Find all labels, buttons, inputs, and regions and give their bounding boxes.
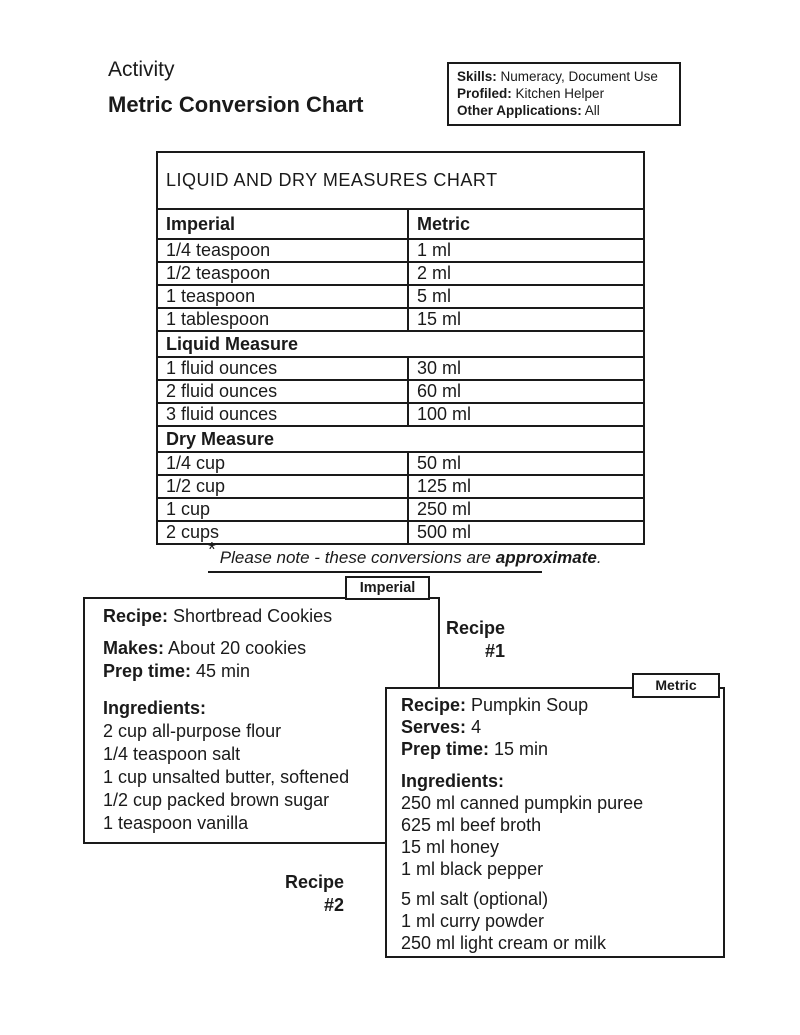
imperial-tab: Imperial	[345, 576, 430, 600]
other-applications-label: Other Applications:	[457, 103, 582, 118]
metric-cell: 30 ml	[408, 357, 644, 380]
imperial-cell: 3 fluid ounces	[157, 403, 408, 426]
metric-cell: 500 ml	[408, 521, 644, 544]
ingredient-item: 250 ml canned pumpkin puree	[401, 793, 644, 813]
recipe1-makes-line	[103, 637, 428, 660]
recipe1-title-line	[103, 605, 428, 628]
profiled-label: Profiled:	[457, 86, 512, 101]
table-title-row	[157, 152, 644, 209]
page-title: Metric Conversion Chart	[108, 92, 364, 117]
note-text-bold: approximate	[495, 548, 597, 567]
imperial-cell: 1/4 teaspoon	[157, 239, 408, 262]
metric-cell: 5 ml	[408, 285, 644, 308]
note-text-suffix: .	[596, 548, 602, 567]
imperial-cell: 1/2 teaspoon	[157, 262, 408, 285]
recipe-card-pumpkin-soup	[385, 687, 725, 958]
imperial-cell: 2 cups	[157, 521, 408, 544]
recipe2-serves-line	[401, 716, 715, 738]
profiled-line	[457, 85, 671, 102]
table-title: LIQUID AND DRY MEASURES CHART	[157, 152, 644, 209]
ingredient-item: 15 ml honey	[401, 837, 500, 857]
metric-cell: 60 ml	[408, 380, 644, 403]
recipe1-title-label: Recipe:	[103, 606, 169, 626]
ingredient-item: 1/4 teaspoon salt	[103, 744, 241, 764]
imperial-cell: 1 fluid ounces	[157, 357, 408, 380]
recipe1-prep-value: 45 min	[191, 661, 251, 681]
activity-label: Activity	[108, 58, 175, 81]
recipe2-callout-line1: Recipe	[284, 872, 344, 892]
table-row	[157, 403, 644, 426]
imperial-cell: 1/2 cup	[157, 475, 408, 498]
skills-value: Numeracy, Document Use	[496, 69, 658, 84]
recipe2-title-label: Recipe:	[401, 695, 467, 715]
imperial-cell: 1/4 cup	[157, 452, 408, 475]
recipe1-makes-value: About 20 cookies	[164, 638, 307, 658]
asterisk-note-marker: *	[208, 539, 216, 561]
ingredient-item: 250 ml light cream or milk	[401, 933, 607, 953]
table-row	[157, 521, 644, 544]
ingredient-item: 5 ml salt (optional)	[401, 889, 549, 909]
table-header-row	[157, 209, 644, 239]
ingredient-item: 625 ml beef broth	[401, 815, 542, 835]
note-text: Please note - these conversions are	[219, 548, 496, 567]
metric-cell: 250 ml	[408, 498, 644, 521]
ingredient-item: 1 ml curry powder	[401, 911, 545, 931]
section-header-dry: Dry Measure	[157, 426, 644, 452]
approximate-note	[208, 539, 602, 573]
ingredient-item: 2 cup all-purpose flour	[103, 721, 282, 741]
imperial-cell: 1 teaspoon	[157, 285, 408, 308]
recipe1-callout-line1: Recipe	[445, 618, 505, 638]
ingredient-item: 1 ml black pepper	[401, 859, 544, 879]
recipe1-callout-line2: #1	[484, 641, 505, 661]
metric-cell: 100 ml	[408, 403, 644, 426]
recipe1-title-value: Shortbread Cookies	[168, 606, 333, 626]
measures-table	[156, 151, 645, 545]
skills-line	[457, 68, 671, 85]
table-row	[157, 308, 644, 331]
imperial-cell: 1 cup	[157, 498, 408, 521]
metric-cell: 50 ml	[408, 452, 644, 475]
imperial-cell: 1 tablespoon	[157, 308, 408, 331]
metric-tab: Metric	[632, 673, 720, 698]
recipe2-prep-label: Prep time:	[401, 739, 490, 759]
metric-cell: 1 ml	[408, 239, 644, 262]
recipe1-prep-label: Prep time:	[103, 661, 192, 681]
metric-cell: 125 ml	[408, 475, 644, 498]
table-row	[157, 498, 644, 521]
ingredient-item: 1 teaspoon vanilla	[103, 813, 249, 833]
recipe1-makes-label: Makes:	[103, 638, 165, 658]
profiled-value: Kitchen Helper	[511, 86, 605, 101]
section-header-liquid: Liquid Measure	[157, 331, 644, 357]
section-row-dry	[157, 426, 644, 452]
table-row	[157, 475, 644, 498]
recipe2-prep-line	[401, 738, 715, 760]
recipe2-title-value: Pumpkin Soup	[466, 695, 589, 715]
ingredient-item: 1 cup unsalted butter, softened	[103, 767, 350, 787]
skills-info-box	[447, 62, 681, 126]
table-row	[157, 239, 644, 262]
skills-label: Skills:	[457, 69, 497, 84]
column-header-metric: Metric	[408, 209, 644, 239]
ingredient-item: 1/2 cup packed brown sugar	[103, 790, 330, 810]
metric-cell: 15 ml	[408, 308, 644, 331]
section-row-liquid	[157, 331, 644, 357]
recipe2-prep-value: 15 min	[489, 739, 549, 759]
table-row	[157, 380, 644, 403]
recipe2-ingredients-label: Ingredients:	[401, 771, 505, 791]
column-header-imperial: Imperial	[157, 209, 408, 239]
table-row	[157, 357, 644, 380]
recipe2-serves-label: Serves:	[401, 717, 467, 737]
table-row	[157, 262, 644, 285]
table-row	[157, 285, 644, 308]
recipe1-prep-line	[103, 660, 428, 683]
other-applications-value: All	[581, 103, 600, 118]
table-row	[157, 452, 644, 475]
metric-cell: 2 ml	[408, 262, 644, 285]
imperial-cell: 2 fluid ounces	[157, 380, 408, 403]
recipe1-ingredients-label: Ingredients:	[103, 698, 207, 718]
recipe2-callout-line2: #2	[323, 895, 344, 915]
recipe2-serves-value: 4	[466, 717, 482, 737]
recipe2-callout-label	[252, 871, 344, 917]
other-applications-line	[457, 102, 671, 119]
recipe1-callout-label	[413, 617, 505, 663]
